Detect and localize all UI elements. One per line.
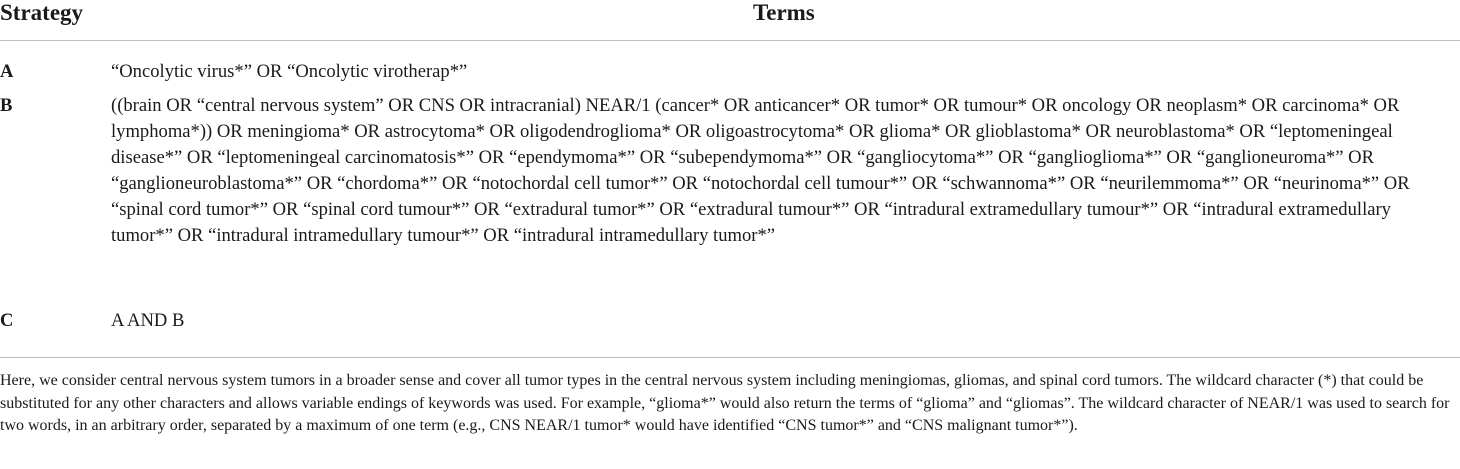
table-bottom-rule <box>0 357 1460 358</box>
terms-cell: ((brain OR “central nervous system” OR CNS OR intracranial) NEAR/1 (cancer* OR anticancer* OR tumor* OR tumour* OR oncology OR neoplasm* OR carcinoma* OR lymphoma*)) OR meningioma* OR astrocytoma* OR oligodendroglioma* OR oligoastrocytoma* OR glioma* OR glioblastoma* OR neuroblastoma* OR “leptomeningeal disease*” OR “leptomeningeal carcinomatosis*” OR “ependymoma*” OR “subependymoma*” OR “gangliocytoma*” OR “ganglioglioma*” OR “ganglioneuroma*” OR “ganglioneuroblastoma*” OR “chordoma*” OR “notochordal cell tumor*” OR “notochordal cell tumour*” OR “schwannoma*” OR “neurilemmoma*” OR “neurinoma*” OR “spinal cord tumor*” OR “spinal cord tumour*” OR “extradural tumor*” OR “extradural tumour*” OR “intradural extramedullary tumour*” OR “intradural extramedullary tumor*” OR “intradural intramedullary tumour*” OR “intradural intramedullary tumor*” <box>111 95 1410 246</box>
table-row-c <box>0 308 1460 334</box>
strategy-cell: A <box>0 61 14 82</box>
terms-cell: A AND B <box>111 310 185 331</box>
strategy-cell: B <box>0 95 13 116</box>
column-header-strategy: Strategy <box>0 0 84 25</box>
table-row-b <box>0 93 1460 308</box>
table-footnote: Here, we consider central nervous system tumors in a broader sense and cover all tumor types in the central nervous system including meningiomas, gliomas, and spinal cord tumors. The wildcard character (*) that could be substituted for any other characters and allows variable endings of keywords was used. For example, “glioma*” would also return the terms of “glioma” and “gliomas”. The wildcard character of NEAR/1 was used to search for two words, in an arbitrary order, separated by a maximum of one term (e.g., CNS NEAR/1 tumor* would have identified “CNS tumor*” and “CNS malignant tumor*”). <box>0 372 1450 434</box>
table-header-row <box>0 0 1460 41</box>
strategy-cell: C <box>0 310 14 331</box>
column-header-terms: Terms <box>753 0 815 25</box>
table-row-a <box>0 59 1460 93</box>
table-body <box>0 59 1460 334</box>
terms-cell: “Oncolytic virus*” OR “Oncolytic virotherap*” <box>111 61 468 82</box>
